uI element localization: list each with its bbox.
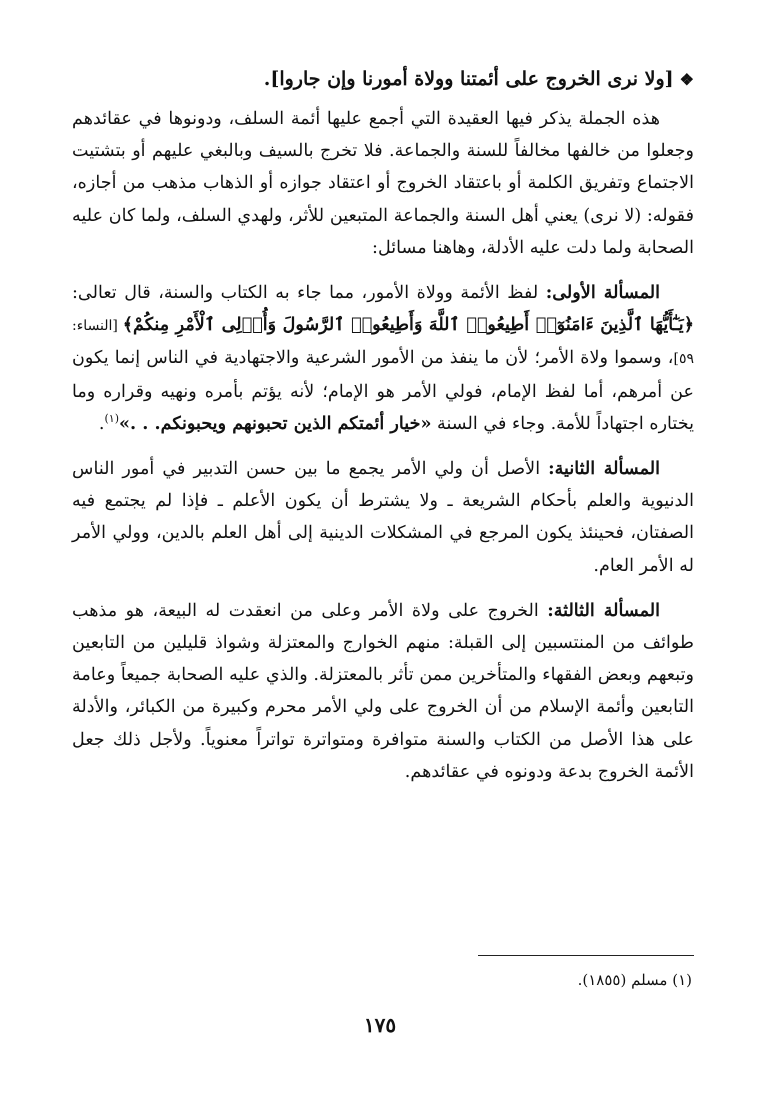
issue-three-text: الخروج على ولاة الأمر وعلى من انعقدت له البيعة، هو مذهب طوائف من المنتسبين إلى القبلة: منهم الخوارج والمعتزلة وشواذ قليلين من التابعين وتبعهم وبعض الفقهاء والمتأخرين ممن تأثر بالمعتزلة. والذي عليه الصحابة جميعاً وعامة التابعين وأئمة الإسلام من أن الخروج على ولي الأمر محرم وكبيرة من الكبائر، والأدلة على هذا الأصل من الكتاب والسنة متوافرة ومتواترة تواتراً معنوياً. ولأجل ذلك جعل الأئمة الخروج بدعة ودونوه في عقائدهم. <box>72 600 694 782</box>
page-body <box>72 62 694 788</box>
heading-text: [ولا نرى الخروج على أئمتنا وولاة أمورنا وإن جاروا]. <box>263 68 674 90</box>
quran-verse: ﴿يَـٰٓأَيُّهَا ٱلَّذِينَ ءَامَنُوٓا۟ أَطِيعُوا۟ ٱللَّهَ وَأَطِيعُوا۟ ٱلرَّسُولَ وَأُو۟لِى ٱلْأَمْرِ مِنكُمْ﴾ <box>122 314 694 336</box>
page-number: ١٧٥ <box>363 1013 397 1037</box>
issue-three-term: المسألة الثالثة: <box>547 599 660 621</box>
issue-one-text-b: ، وسموا ولاة الأمر؛ لأن ما ينفذ من الأمور الشرعية والاجتهادية في الناس إنما يكون عن أمرهم، أما لفظ الإمام، فولي الأمر هو الإمام؛ لأنه يؤتم بأمره ونهيه وقراره وما يختاره اجتهاداً للأمة. وجاء في السنة <box>72 348 694 434</box>
verse-reference: [النساء: ٥٩] <box>72 318 694 368</box>
issue-one-end: . <box>98 413 105 434</box>
issue-two-paragraph <box>72 453 694 582</box>
issue-one-paragraph <box>72 277 694 440</box>
issue-two-text: الأصل أن ولي الأمر يجمع ما بين حسن التدبير في أمور الناس الدنيوية والعلم بأحكام الشريعة ـ ولا يشترط أن يكون الأعلم ـ فإذا لم يجتمع فيه الصفتان، فحينئذ يكون المرجع في المشكلات الدينية إلى أهل العلم بالدين، وولي الأمر له الأمر العام. <box>72 459 694 576</box>
footnote-divider <box>478 955 694 956</box>
issue-three-paragraph <box>72 595 694 788</box>
issue-two-term: المسألة الثانية: <box>548 458 660 480</box>
hadith-quote: «خيار أئمتكم الذين تحبونهم ويحبونكم. . .» <box>118 412 432 434</box>
section-heading <box>72 62 694 97</box>
issue-one-text-a: لفظ الأئمة وولاة الأمور، مما جاء به الكتاب والسنة، قال تعالى: <box>72 283 546 304</box>
diamond-bullet-icon: ❖ <box>679 70 694 89</box>
intro-paragraph: هذه الجملة يذكر فيها العقيدة التي أجمع عليها أئمة السلف، ودونوها في عقائدهم وجعلوا من خالفها مخالفاً للسنة والجماعة. فلا تخرج بالسيف وبالبغي عليهم أو بتشتيت الاجتماع وتفريق الكلمة أو باعتقاد الخروج أو اعتقاد جوازه أو الذهاب مذهب من أجازه، فقوله: (لا نرى) يعني أهل السنة والجماعة المتبعين للأثر، ولهدي السلف، ولما كان عليه الصحابة ولما دلت عليه الأدلة، وهاهنا مسائل: <box>72 109 694 258</box>
footnote-marker: (١) <box>104 411 119 425</box>
footnote: (١) مسلم (١٨٥٥). <box>577 971 692 989</box>
issue-one-term: المسألة الأولى: <box>545 282 660 304</box>
